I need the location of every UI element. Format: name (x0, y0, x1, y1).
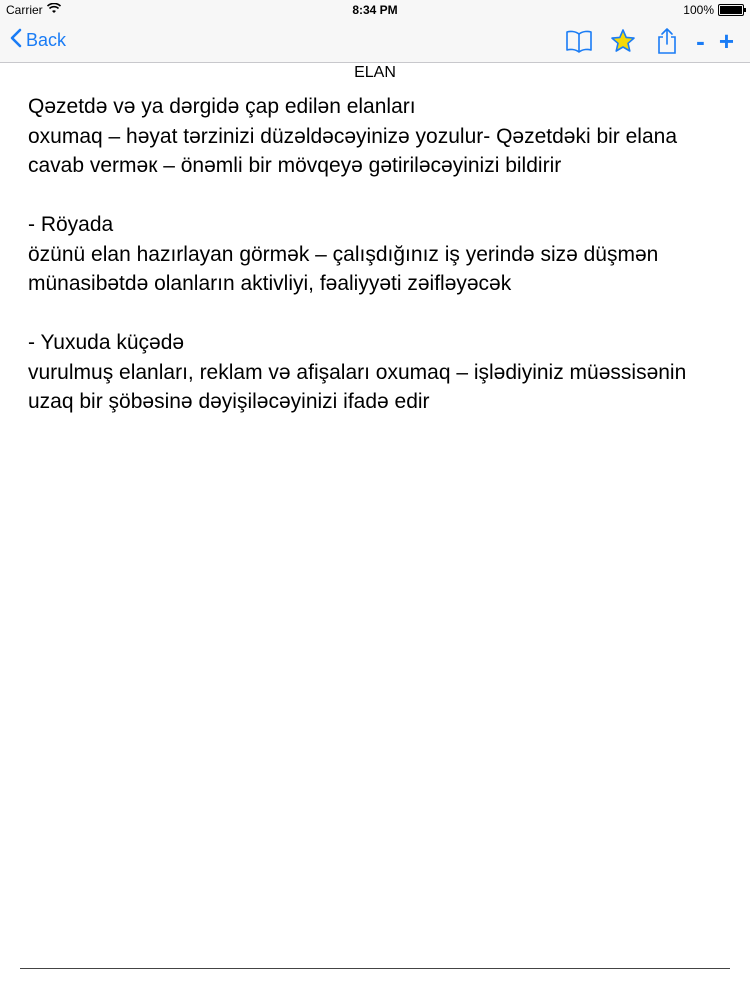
article-line: uzaq bir şöbəsinə dəyişiləcəyinizi ifadə edir (28, 390, 430, 413)
decrease-font-button[interactable]: - (696, 26, 705, 56)
paragraph-gap (28, 181, 728, 211)
back-button[interactable] (10, 28, 66, 53)
status-bar (0, 0, 750, 20)
book-icon[interactable] (564, 26, 594, 56)
share-icon[interactable] (652, 26, 682, 56)
status-right (683, 3, 744, 17)
status-time: 8:34 PM (352, 3, 398, 17)
article-line: oxumaq – həyat tərzinizi düzəldəcəyinizə yozulur- Qəzetdəki bir elana (28, 124, 678, 148)
chevron-left-icon (10, 28, 22, 53)
bottom-divider (20, 968, 730, 969)
star-icon[interactable] (608, 26, 638, 56)
carrier-label: Carrier (6, 3, 43, 17)
article-body (28, 92, 728, 417)
paragraph-gap (28, 299, 728, 329)
article-line: münasibətdə olanların aktivliyi, fəaliyyəti zəifləyəcək (28, 272, 512, 295)
battery-percent: 100% (683, 3, 714, 17)
back-label: Back (26, 30, 67, 50)
article-line: - Röyada (28, 213, 114, 236)
article-line: cavab verməк – önəmli bir mövqeyə gətiriləcəyinizi bildirir (28, 154, 562, 177)
nav-actions (564, 26, 734, 56)
page-title: ELAN (354, 64, 396, 81)
article-line: - Yuxuda küçədə (28, 331, 185, 354)
article-line: Qəzetdə və ya dərgidə çap edilən elanları (28, 95, 416, 118)
article-line: vurulmuş elanları, reklam və afişaları oxumaq – işlədiyiniz müəssisənin (28, 360, 687, 384)
navigation-bar (0, 20, 750, 63)
increase-font-button[interactable]: + (718, 26, 734, 56)
article-line: özünü elan hazırlayan görmək – çalışdığınız iş yerində sizə düşmən (28, 242, 659, 266)
battery-icon (718, 4, 744, 16)
